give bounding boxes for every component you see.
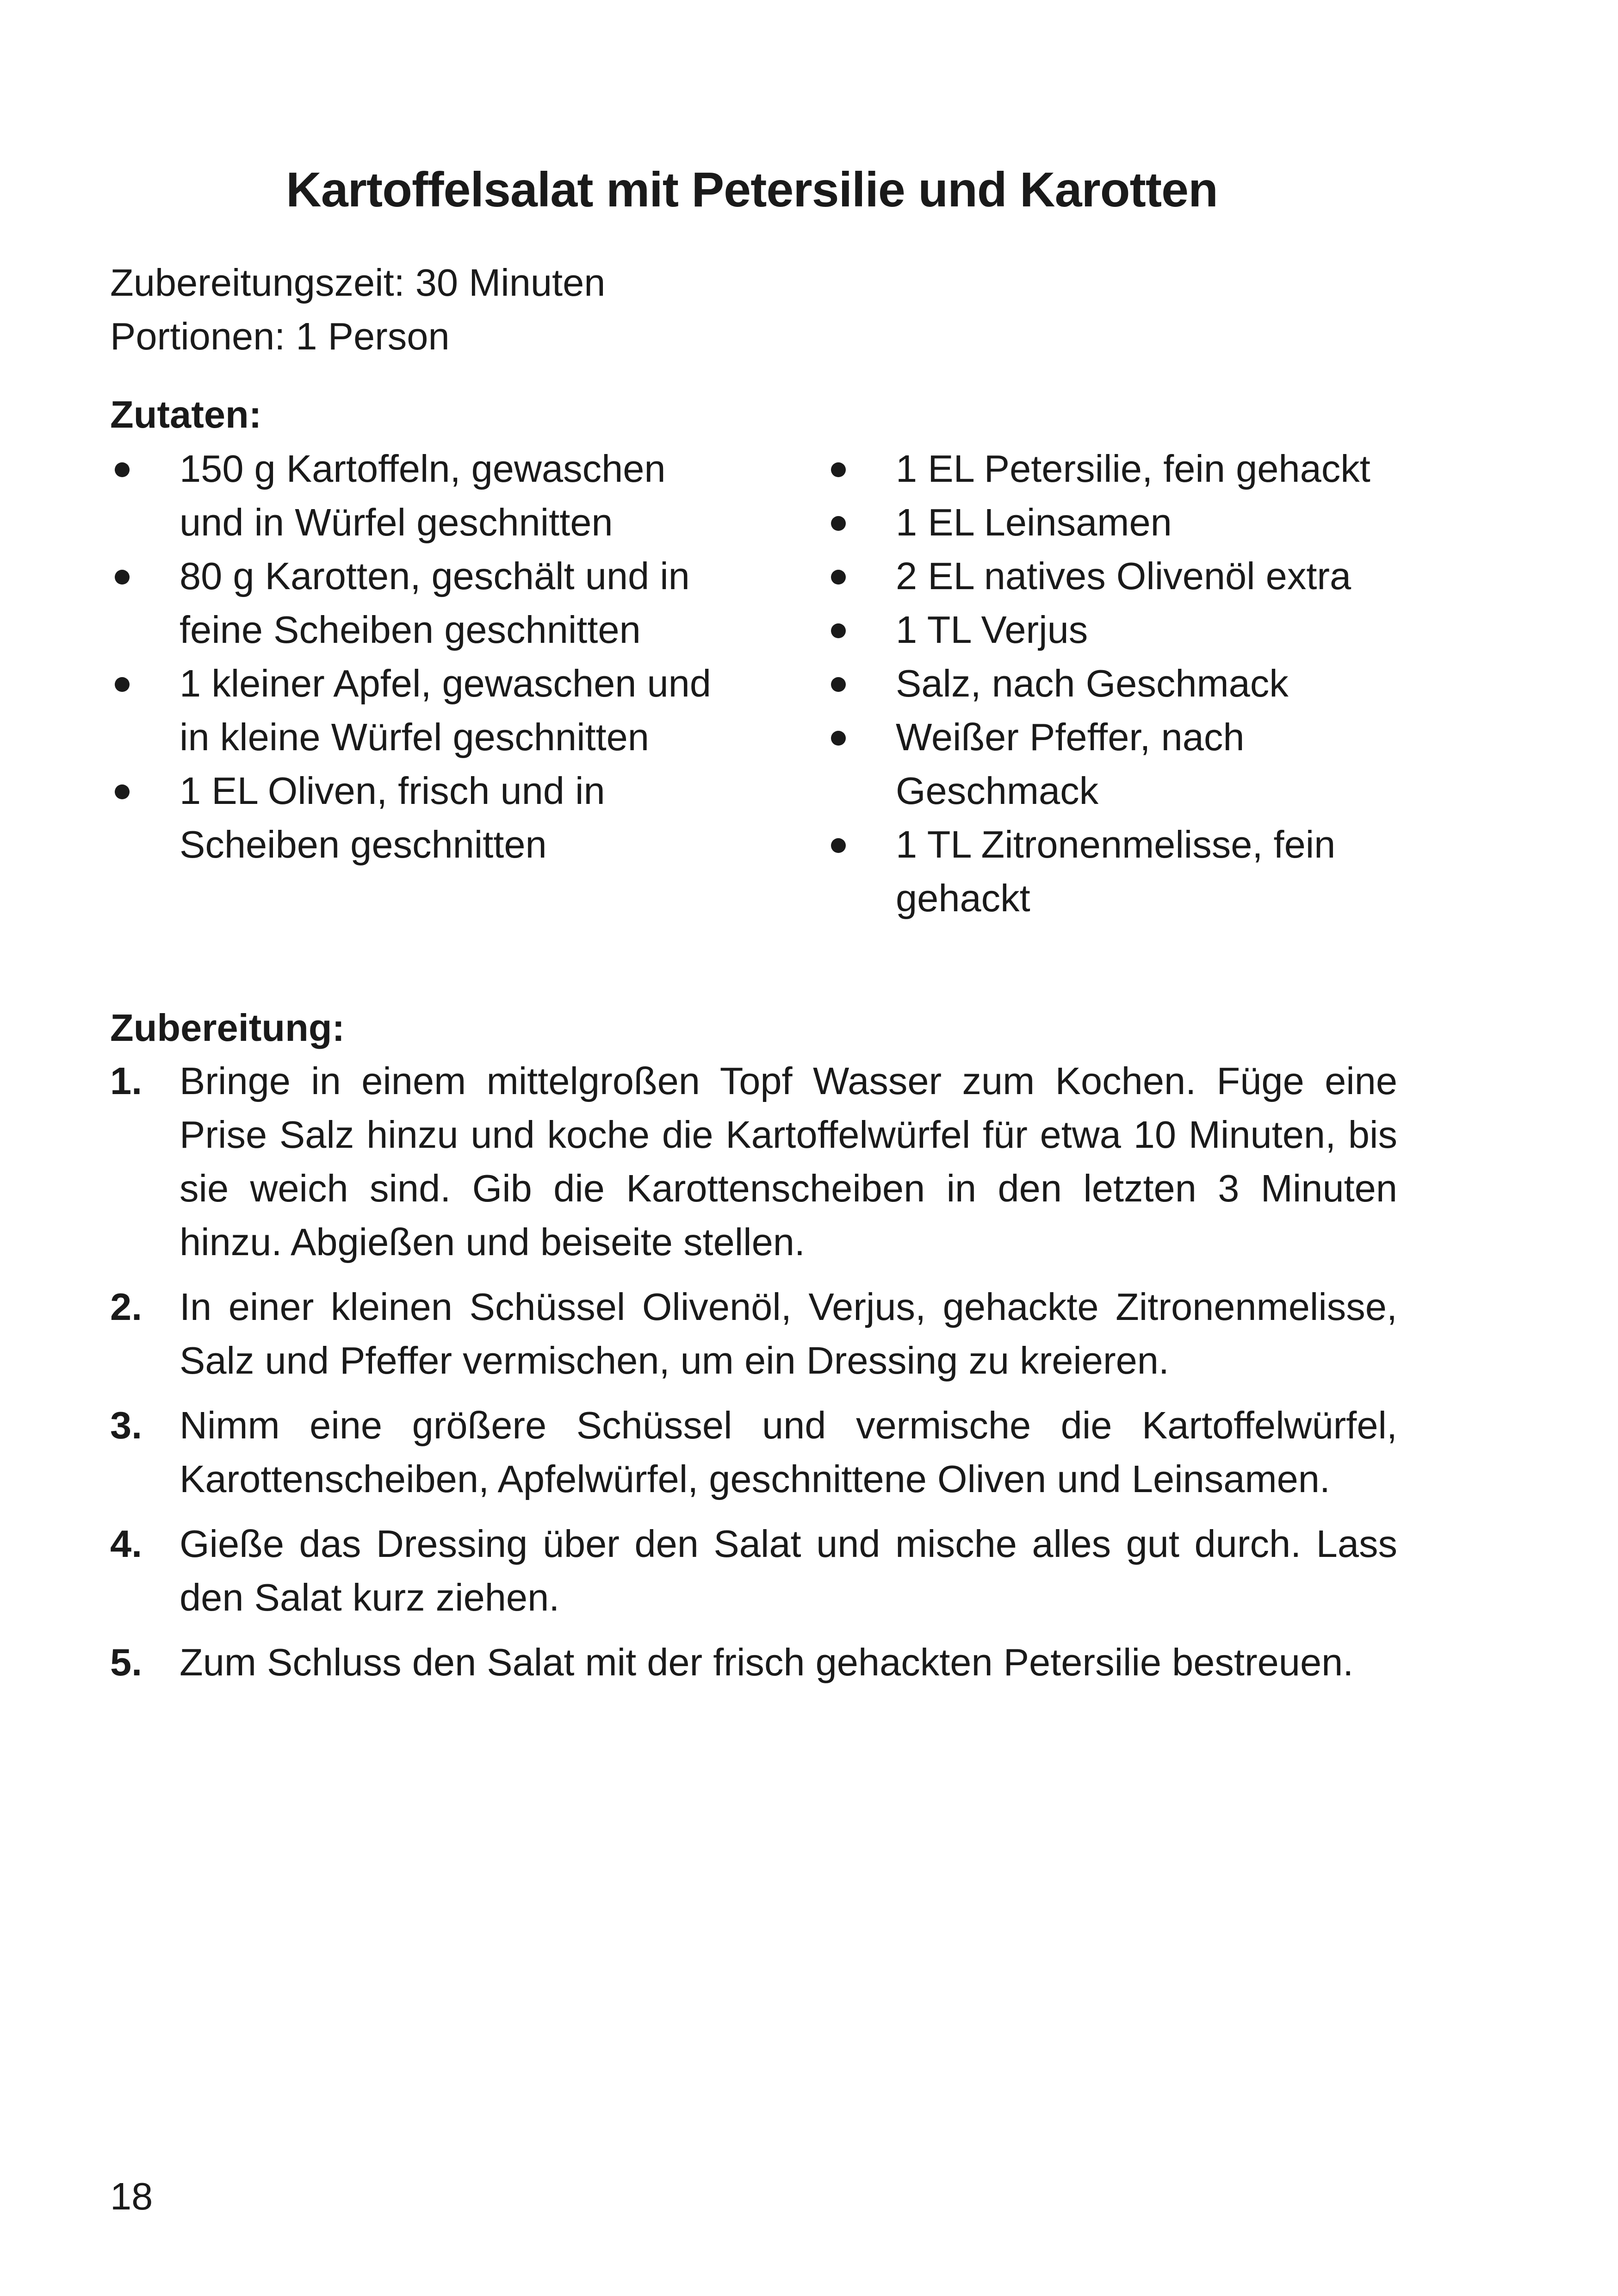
- bullet-icon: [831, 462, 846, 477]
- recipe-title: Kartoffelsalat mit Petersilie und Karotten: [286, 162, 1218, 217]
- step-text: Zum Schluss den Salat mit der frisch gehackten Petersilie bestreuen.: [180, 1641, 1354, 1684]
- list-item: [826, 603, 1428, 657]
- ingredient-text: 1 EL Petersilie, fein gehackt: [896, 447, 1370, 490]
- prep-time: Zubereitungszeit: 30 Minuten: [110, 261, 606, 304]
- step-text: Bringe in einem mittelgroßen Topf Wasser zum Kochen. Füge eine Prise Salz hinzu und koche die Kartoffelwürfel für etwa 10 Minuten, bis sie weich sind. Gib die Karottenscheiben in den letzten 3 Minuten hinzu. Abgießen und beiseite stellen.: [180, 1059, 1397, 1263]
- bullet-icon: [115, 677, 130, 692]
- step-number: 3.: [110, 1404, 143, 1447]
- ingredients-list-left: [110, 442, 712, 871]
- step-item: [110, 1517, 1397, 1624]
- list-item: [826, 710, 1428, 818]
- bullet-icon: [831, 623, 846, 638]
- ingredient-text: 80 g Karotten, geschält und in feine Scheiben geschnitten: [180, 554, 690, 651]
- ingredient-text: 1 kleiner Apfel, gewaschen und in kleine Würfel geschnitten: [180, 662, 711, 759]
- step-text: In einer kleinen Schüssel Olivenöl, Verjus, gehackte Zitronenmelisse, Salz und Pfeffer vermischen, um ein Dressing zu kreieren.: [180, 1285, 1397, 1382]
- step-number: 2.: [110, 1285, 143, 1328]
- list-item: [110, 657, 712, 764]
- preparation-heading: Zubereitung:: [110, 1006, 345, 1049]
- ingredient-text: 1 EL Leinsamen: [896, 501, 1172, 544]
- bullet-icon: [831, 570, 846, 585]
- bullet-icon: [831, 516, 846, 531]
- ingredient-text: Weißer Pfeffer, nach Geschmack: [896, 716, 1245, 812]
- list-item: [110, 442, 712, 549]
- step-text: Gieße das Dressing über den Salat und mische alles gut durch. Lass den Salat kurz ziehen.: [180, 1522, 1397, 1619]
- step-text: Nimm eine größere Schüssel und vermische die Kartoffelwürfel, Karottenscheiben, Apfelwürfel, geschnittene Oliven und Leinsamen.: [180, 1404, 1397, 1500]
- ingredient-text: 150 g Kartoffeln, gewaschen und in Würfel geschnitten: [180, 447, 666, 544]
- step-number: 1.: [110, 1059, 143, 1102]
- step-number: 4.: [110, 1522, 143, 1565]
- list-item: [110, 549, 712, 657]
- ingredient-text: Salz, nach Geschmack: [896, 662, 1289, 705]
- ingredient-text: 1 EL Oliven, frisch und in Scheiben geschnitten: [180, 769, 605, 866]
- bullet-icon: [115, 462, 130, 477]
- step-number: 5.: [110, 1641, 143, 1684]
- step-item: [110, 1280, 1397, 1388]
- portions: Portionen: 1 Person: [110, 315, 450, 358]
- ingredients-heading: Zutaten:: [110, 393, 262, 436]
- ingredient-text: 2 EL natives Olivenöl extra: [896, 554, 1351, 597]
- bullet-icon: [115, 570, 130, 585]
- ingredient-text: 1 TL Zitronenmelisse, fein gehackt: [896, 823, 1336, 920]
- bullet-icon: [831, 677, 846, 692]
- bullet-icon: [831, 838, 846, 853]
- bullet-icon: [831, 731, 846, 746]
- ingredients-list-right: [826, 442, 1428, 925]
- list-item: [826, 496, 1428, 549]
- list-item: [110, 764, 712, 871]
- ingredient-text: 1 TL Verjus: [896, 608, 1088, 651]
- list-item: [826, 818, 1428, 925]
- step-item: [110, 1399, 1397, 1506]
- step-item: [110, 1636, 1397, 1689]
- list-item: [826, 549, 1428, 603]
- list-item: [826, 657, 1428, 710]
- bullet-icon: [115, 784, 130, 799]
- preparation-steps: [110, 1054, 1397, 1700]
- list-item: [826, 442, 1428, 496]
- page-number: 18: [110, 2175, 153, 2218]
- step-item: [110, 1054, 1397, 1269]
